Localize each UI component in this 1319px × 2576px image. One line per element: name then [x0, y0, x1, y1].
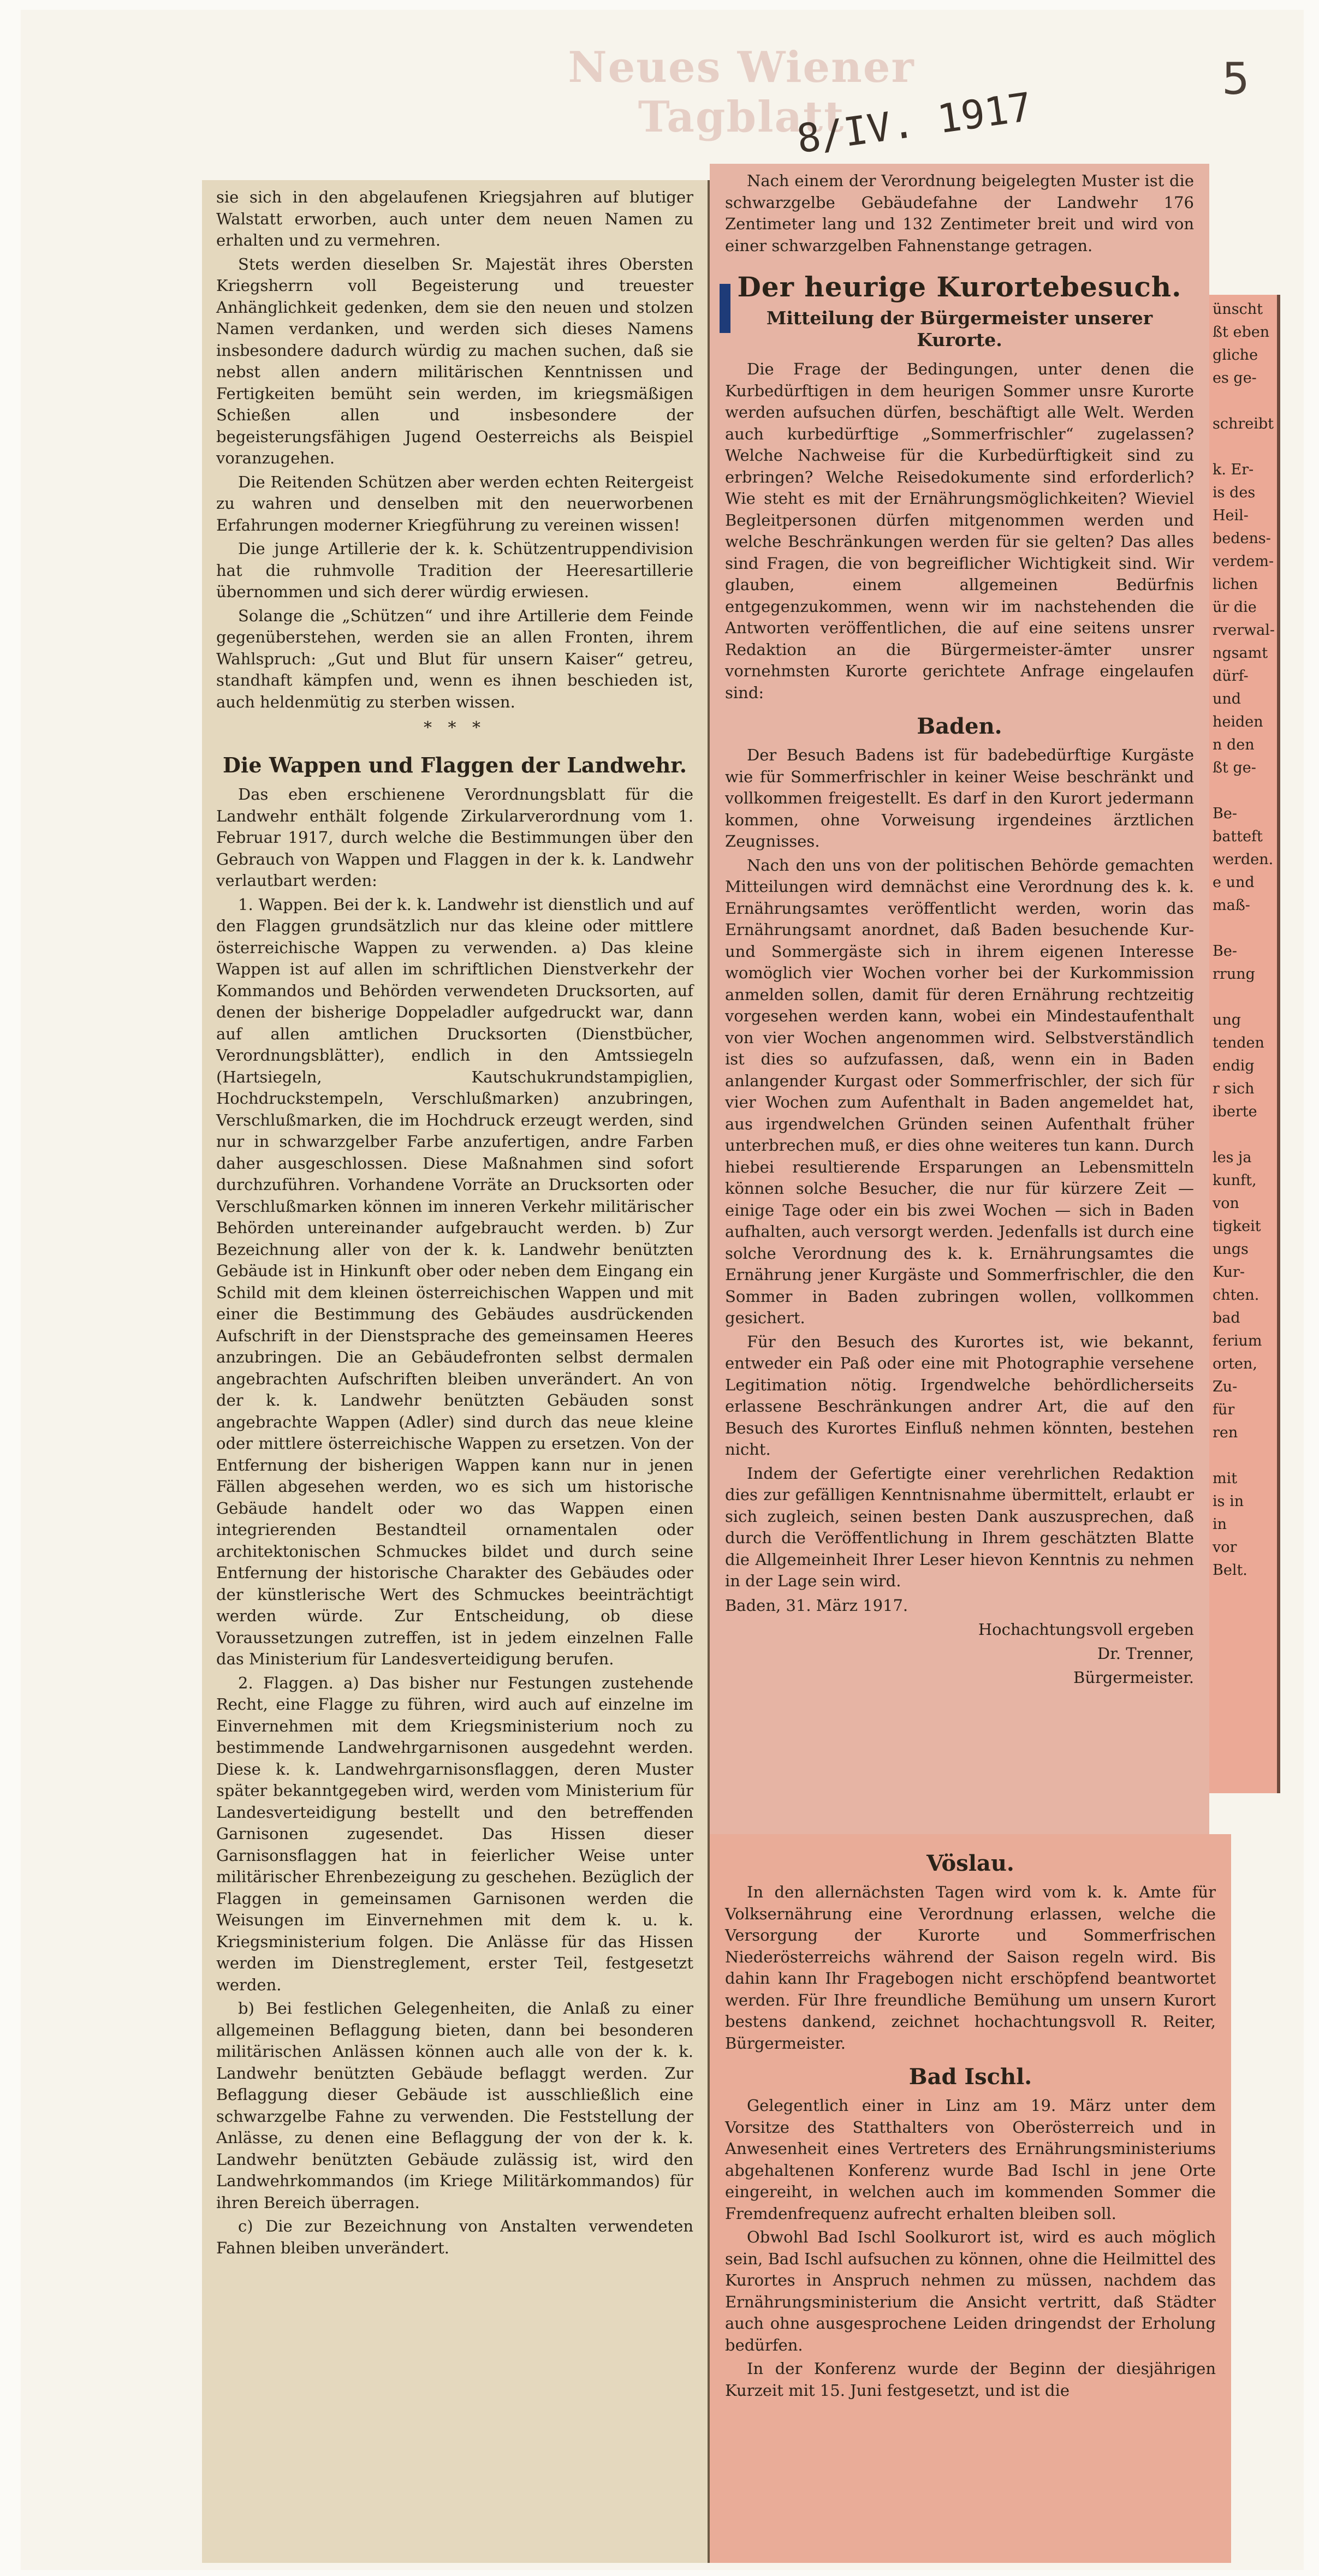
edge-fragment-line	[1213, 390, 1274, 413]
edge-fragment-line: orten,	[1213, 1355, 1257, 1372]
blue-pencil-mark	[720, 284, 730, 333]
edge-fragment-line: für	[1213, 1401, 1235, 1418]
edge-fragment-line: schreibt	[1213, 415, 1274, 432]
ischl-heading: Bad Ischl.	[908, 2064, 1032, 2090]
edge-fragment-line: gliche	[1213, 347, 1258, 364]
ischl-paragraph: In der Konferenz wurde der Beginn der diesjährigen Kurzeit mit 15. Juni festgesetzt, und ist die	[725, 2359, 1216, 2400]
edge-fragment-line: endig	[1213, 1057, 1255, 1074]
edge-fragment-line: batteft	[1213, 828, 1263, 845]
kurort-paragraph: Die Frage der Bedingungen, unter denen die Kurbedürftigen in dem heurigen Sommer unsre Kurorte werden aufsuchen dürfen, beschäftigt alle Welt. Werden auch kurbedürftige „Sommerfrischler“ zugelassen? Welche Nachweise für die Kurbedürftigkeit sind zu erbringen? Welche Reisedokumente sind erforderlich? Wie steht es mit der Ernährungsmöglichkeiten? Wieviel Begleitpersonen dürfen mitgenommen werden und welche Beschränkungen werden für sie gelten? Das alles sind Fragen, die von begreiflicher Wichtigkeit sind. Wir glauben, einem allgemeinen Bedürfnis entgegenzukommen, wenn wir im nachstehenden die Antworten veröffentlichen, die auf eine seitens unsrer Redaktion an die Bürgermeister-ämter unsrer vornehmsten Kurorte gerichtete Anfrage eingelaufen sind:	[725, 360, 1194, 702]
wappen-paragraph: Das eben erschienene Verordnungsblatt für die Landwehr enthält folgende Zirkularverordnung vom 1. Februar 1917, durch welche die Bestimmungen über den Gebrauch von Wappen und Flaggen in der k. k. Landwehr verlautbart werden:	[216, 785, 693, 890]
baden-paragraph: Nach den uns von der politischen Behörde gemachten Mitteilungen wird demnächst eine Verordnung des k. k. Ernährungsamtes veröffentlicht werden, worin das Ernährungsamt anordnet, daß Baden besuchende Kur- und Sommergäste sich in ihrem eigenen Interesse womöglich vier Wochen vorher bei der Kurkommission anmelden sollen, damit für deren Ernährung rechtzeitig vorgesehen werden kann, wobei ein Mindestaufenthalt von vier Wochen angenommen wird. Selbstverständlich ist dies so aufzufassen, daß, wenn ein in Baden anlangender Kurgast oder Sommerfrischler, der sich für vier Wochen zum Aufenthalt in Baden angemeldet hat, aus irgendwelchen Gründen seinen Aufenthalt früher unterbrechen muß, er dies ohne weiteres tun kann. Durch hiebei resultierende Ersparungen an Lebensmitteln können solche Besucher, die nur für kürzere Zeit — einige Tage oder ein bis zwei Wochen — sich in Baden aufhalten, auch versorgt werden. Jedenfalls ist durch eine solche Verordnung des k. k. Ernährungsamtes die Ernährung jener Kurgäste und Sommerfrischler, die den Sommer in Baden zubringen wollen, vollkommen gesichert.	[725, 855, 1194, 1327]
edge-fragment-line: is des	[1213, 484, 1256, 501]
edge-fragment-line: n den	[1213, 736, 1255, 753]
edge-fragment-line: r sich	[1213, 1080, 1255, 1097]
edge-fragment-line: ren	[1213, 1424, 1238, 1441]
baden-paragraph: Der Besuch Badens ist für badebedürftige Kurgäste wie für Sommerfrischler in keiner Weise beschränkt und vollkommen freigestellt. Es darf in den Kurort jedermann kommen, ohne Vorweisung irgendeines ärztlichen Zeugnisses.	[725, 746, 1194, 850]
edge-fragment-line: Kur-	[1213, 1264, 1245, 1281]
baden-signatory: Dr. Trenner,	[1097, 1644, 1194, 1663]
edge-fragment-line: ung	[1213, 1012, 1241, 1028]
ischl-paragraph: Obwohl Bad Ischl Soolkurort ist, wird es auch möglich sein, Bad Ischl aufsuchen zu können, ohne die Heilmittel des Kurortes in Anspruch nehmen zu müssen, nachdem das Ernährungsministerium die Ansicht vertritt, daß Städter auch ohne ausgesprochene Leiden dringendst der Erholung bedürfen.	[725, 2228, 1216, 2354]
edge-fragment-line: tigkeit	[1213, 1218, 1261, 1235]
edge-fragment-line: rrung	[1213, 966, 1255, 983]
baden-greeting: Hochachtungsvoll ergeben	[978, 1620, 1194, 1639]
edge-fragment-line: verdem-	[1213, 553, 1274, 570]
edge-fragment-line: is in	[1213, 1493, 1244, 1510]
kurort-article-title: Der heurige Kurortebesuch.	[737, 271, 1182, 303]
baden-heading: Baden.	[917, 713, 1002, 739]
edge-fragment-line: Heil-	[1213, 507, 1249, 524]
wappen-article-title: Die Wappen und Flaggen der Landwehr.	[222, 753, 687, 777]
edge-fragment-line	[1213, 917, 1274, 940]
edge-fragment-line: und	[1213, 691, 1241, 707]
edge-fragment-line	[1213, 780, 1274, 802]
intro-paragraph: sie sich in den abgelaufenen Kriegsjahren auf blutiger Walstatt erworben, auch unter dem neuen Namen zu erhalten und zu vermehren.	[216, 188, 693, 249]
edge-fragment-line: Zu-	[1213, 1378, 1238, 1395]
edge-fragment-line: bedens-	[1213, 530, 1271, 547]
edge-fragment-line: Belt.	[1213, 1562, 1247, 1579]
newspaper-masthead: Neues Wiener Tagblatt	[568, 43, 915, 142]
edge-fragment-line	[1213, 986, 1274, 1009]
edge-fragment-line: ungs	[1213, 1241, 1249, 1258]
edge-fragment-line: ngsamt	[1213, 645, 1268, 662]
edge-fragment-line: ünscht	[1213, 301, 1263, 318]
voeslau-paragraph: In den allernächsten Tagen wird vom k. k. Amte für Volksernährung eine Verordnung erlassen, welche die Versorgung der Kurorte und Sommerfrischen Niederösterreichs während der Saison regeln wird. Bis dahin kann Ihr Fragebogen nicht erschöpfend beantwortet werden. Für Ihre freundliche Bemühung um unsern Kurort bestens dankend, zeichnet hochachtungsvoll R. Reiter, Bürgermeister.	[725, 1883, 1216, 2053]
clipping-left-column	[202, 180, 710, 2563]
edge-fragment-line: les ja	[1213, 1149, 1252, 1166]
edge-fragment-line: tenden	[1213, 1034, 1264, 1051]
kurort-article-subtitle: Mitteilung der Bürgermeister unserer Kurorte.	[766, 307, 1153, 350]
baden-paragraph: Indem der Gefertigte einer verehrlichen Redaktion dies zur gefälligen Kenntnisnahme übermittelt, erlaubt er sich zugleich, seinen besten Dank auszusprechen, daß durch die Veröffentlichung in Ihrem geschätzten Blatte die Allgemeinheit Ihrer Leser hievon Kenntnis zu nehmen in der Lage sein wird.	[725, 1463, 1194, 1590]
intro-paragraph: Die Reitenden Schützen aber werden echten Reitergeist zu wahren und denselben mit den neuerworbenen Erfahrungen moderner Kriegführung zu vereinen wissen!	[216, 472, 693, 534]
edge-fragment-line: ferium	[1213, 1332, 1262, 1349]
intro-paragraph: Die junge Artillerie der k. k. Schützentruppendivision hat die ruhmvolle Tradition der Heeresartillerie übernommen und sich derer würdig erwiesen.	[216, 539, 693, 601]
edge-fragment-line: ßt eben	[1213, 324, 1270, 341]
edge-fragment-line: ür die	[1213, 599, 1257, 616]
edge-fragment-line: iberte	[1213, 1103, 1257, 1120]
edge-fragment-line: k. Er-	[1213, 461, 1254, 478]
baden-place-date: Baden, 31. März 1917.	[725, 1596, 908, 1615]
edge-fragment-line	[1213, 436, 1274, 459]
edge-fragment-line: mit	[1213, 1470, 1238, 1487]
baden-signatory-title: Bürgermeister.	[1073, 1668, 1194, 1687]
edge-fragment-line: chten.	[1213, 1287, 1259, 1304]
voeslau-heading: Vöslau.	[926, 1851, 1014, 1876]
edge-fragment-line: vor	[1213, 1539, 1237, 1556]
intro-paragraph: Stets werden dieselben Sr. Majestät ihres Obersten Kriegsherrn voll Begeisterung und treuester Anhänglichkeit gedenken, dem sie den neuen und stolzen Namen verdanken, und werden sich dieses Namens insbesondere dadurch würdig zu machen suchen, daß sie nebst allen andern militärischen Kenntnissen und Fertigkeiten bemüht sein werden, im kriegsmäßigen Schießen allen und insbesondere der begeisterungsfähigen Jugend Oesterreichs als Beispiel voranzugehen.	[216, 254, 693, 467]
baden-paragraph: Für den Besuch des Kurortes ist, wie bekannt, entweder ein Paß oder eine mit Photographie versehene Legitimation nötig. Irgendwelche behördlicherseits erlassene Beschränkungen andrer Art, die auf den Besuch des Kurortes Einfluß nehmen könnten, bestehen nicht.	[725, 1332, 1194, 1459]
edge-fragment-line: es ge-	[1213, 370, 1257, 386]
edge-fragment-line: kunft,	[1213, 1172, 1257, 1189]
edge-fragment-line: Be-	[1213, 943, 1237, 960]
ischl-paragraph: Gelegentlich einer in Linz am 19. März unter dem Vorsitze des Statthalters von Oberösterreich und in Anwesenheit eines Vertreters des Ernährungsministeriums abgehaltenen Konferenz wurde Bad Ischl in jene Orte eingereiht, in welchen auch im kommenden Sommer die Fremdenfrequenz aufrecht erhalten bleiben soll.	[725, 2096, 1216, 2223]
edge-fragment-line: lichen	[1213, 576, 1258, 593]
edge-fragment-line: rverwal-	[1213, 622, 1275, 639]
edge-fragment-line: Be-	[1213, 805, 1237, 822]
edge-fragment-line: heiden	[1213, 713, 1263, 730]
wappen-paragraph: b) Bei festlichen Gelegenheiten, die Anlaß zu einer allgemeinen Beflaggung bieten, dann bei besonderen militärischen Anlässen können auch alle von der k. k. Landwehr benützten Gebäude beflaggt werden. Zur Beflaggung dieser Gebäude ist ausschließlich eine schwarzgelbe Fahne zu verwenden. Die Feststellung der Anlässe, zu denen eine Beflaggung der von der k. k. Landwehr benützten Gebäude zulässig ist, wird den Landwehrkommandos (im Kriege Militärkommandos) für ihren Bereich überragen.	[216, 1999, 693, 2212]
wappen-paragraph: c) Die zur Bezeichnung von Anstalten verwendeten Fahnen bleiben unverändert.	[216, 2217, 693, 2257]
flag-pattern-paragraph: Nach einem der Verordnung beigelegten Muster ist die schwarzgelbe Gebäudefahne der Landwehr 176 Zentimeter lang und 132 Zentimeter breit und wird von einer schwarzgelben Fahnenstange getragen.	[725, 171, 1194, 255]
edge-fragment-line: von	[1213, 1195, 1239, 1212]
clipping-right-column-bottom	[710, 1834, 1231, 2563]
edge-fragment-line	[1213, 1123, 1274, 1146]
clipping-right-column-top	[710, 164, 1209, 1834]
edge-fragment-line: maß-	[1213, 897, 1250, 914]
clipping-edge-fragment	[1209, 295, 1280, 1793]
edge-fragment-line: werden.	[1213, 851, 1274, 868]
edge-fragment-line: bad	[1213, 1310, 1240, 1326]
edge-fragment-line: e und	[1213, 874, 1255, 891]
edge-fragment-line: in	[1213, 1516, 1227, 1533]
edge-fragment-line	[1213, 1444, 1274, 1467]
page-number: 5	[1222, 53, 1250, 104]
edge-fragment-line: dürf-	[1213, 668, 1249, 685]
handwritten-date: 8/IV. 1917	[794, 84, 1035, 162]
wappen-paragraph: 1. Wappen. Bei der k. k. Landwehr ist dienstlich und auf den Flaggen grundsätzlich nur das kleine oder mittlere österreichische Wappen zu verwenden. a) Das kleine Wappen ist auf allen im schriftlichen Dienstverkehr der Kommandos und Behörden verwendeten Drucksorten, auf denen der bisherige Doppeladler aufgedruckt war, dann auf allen amtlichen Drucksorten (Dienstbücher, Verordnungsblätter), endlich in den Amtssiegeln (Hartsiegeln, Kautschukrundstampiglien, Hochdruckstempeln, Verschlußmarken) anzubringen, Verschlußmarken, die im Hochdruck erzeugt werden, sind nur in schwarzgelber Farbe anzufertigen, andre Farben daher ausgeschlossen. Diese Maßnahmen sind sofort durchzuführen. Vorhandene Vorräte an Drucksorten oder Verschlußmarken können im inneren Verkehr militärischer Behörden untereinander aufgebraucht werden. b) Zur Bezeichnung aller von der k. k. Landwehr benützten Gebäude ist in Hinkunft ober oder neben dem Eingang ein Schild mit dem kleinen österreichischen Wappen und mit einer die Bestimmung des Gebäudes ausdrückenden Aufschrift in der Dienstsprache des gemeinsamen Heeres anzubringen. Die an Gebäudefronten selbst dermalen angebrachten Aufschriften bleiben unverändert. An von der k. k. Landwehr benützten Gebäuden sonst angebrachte Wappen (Adler) sind durch das neue kleine oder mittlere österreichische Wappen zu ersetzen. Von der Entfernung der bisherigen Wappen kann nur in jenen Fällen abgesehen werden, wo es sich um historische Gebäude handelt oder wo das Wappen einen integrierenden Bestandteil ornamentalen oder architektonischen Schmuckes bildet und durch seine Entfernung der historische Charakter des Gebäudes oder der künstlerische Wert des Schmuckes beeinträchtigt werden würde. Zur Entscheidung, ob diese Voraussetzungen zutreffen, ist in jedem einzelnen Falle das Ministerium für Landesverteidigung berufen.	[216, 895, 693, 1668]
edge-fragment-line: ßt ge-	[1213, 759, 1256, 776]
wappen-paragraph: 2. Flaggen. a) Das bisher nur Festungen zustehende Recht, eine Flagge zu führen, wird auch auf einzelne im Einvernehmen mit dem Kriegsministerium noch zu bestimmende Landwehrgarnisonen ausgedehnt werden. Diese k. k. Landwehrgarnisonsflaggen, deren Muster später bekanntgegeben wird, werden vom Ministerium für Landesverteidigung bestellt und den betreffenden Garnisonen zugesendet. Das Hissen dieser Garnisonsflaggen hat in feierlicher Weise unter militärischer Ehrenbezeigung zu geschehen. Bezüglich der Flaggen in gemeinsamen Garnisonen werden die Weisungen im Einvernehmen mit dem k. u. k. Kriegsministerium folgen. Die Anlässe für das Hissen werden im Dienstreglement, erster Teil, festgesetzt werden.	[216, 1673, 693, 1994]
intro-paragraph: Solange die „Schützen“ und ihre Artillerie dem Feinde gegenüberstehen, werden sie an allen Fronten, ihrem Wahlspruch: „Gut und Blut für unsern Kaiser“ getreu, standhaft kämpfen und, wenn es ihnen beschieden ist, auch heldenmütig zu sterben wissen.	[216, 606, 693, 711]
section-divider-stars: * * *	[423, 718, 486, 737]
